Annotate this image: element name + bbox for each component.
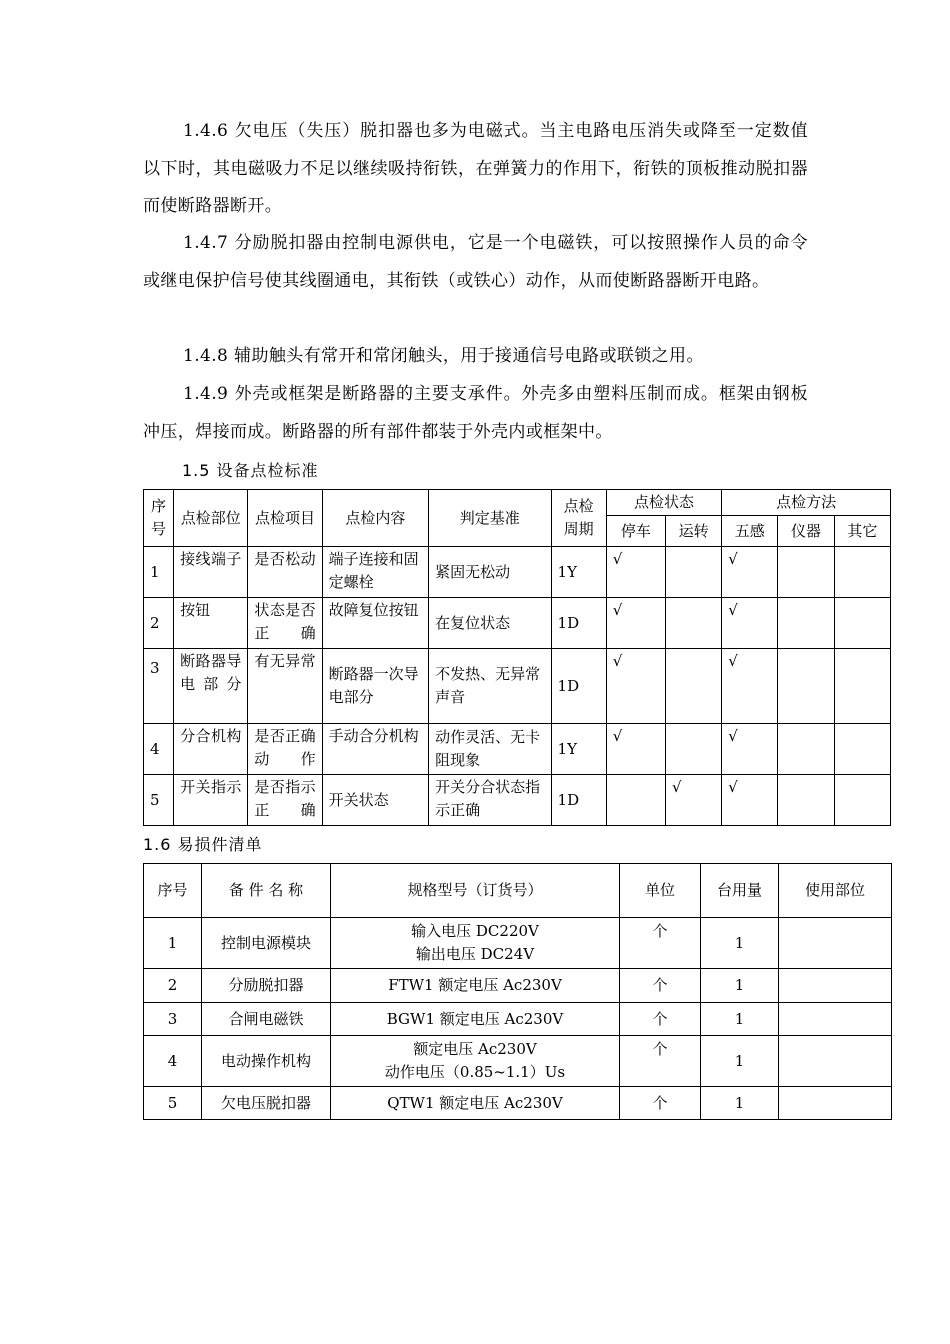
cell-name: 分励脱扣器 (202, 969, 331, 1003)
header-seq: 序号 (144, 490, 174, 547)
cell-spec (331, 918, 620, 969)
cell-part: 开关指示 (174, 775, 248, 826)
spec-line-2: 动作电压（0.85~1.1）Us (384, 1063, 566, 1081)
cell-seq: 1 (144, 918, 202, 969)
table-row (144, 1003, 892, 1036)
cell-seq: 4 (144, 1036, 202, 1087)
header-run: 运转 (665, 516, 721, 547)
cell-qty: 1 (701, 969, 779, 1003)
cell-spec: FTW1 额定电压 Ac230V (331, 969, 620, 1003)
cell-unit: 个 (620, 969, 701, 1003)
cell-content: 端子连接和固定螺栓 (322, 547, 428, 598)
cell-run-check (665, 724, 721, 775)
cell-senses-check: √ (722, 547, 778, 598)
cell-senses-check: √ (722, 724, 778, 775)
cell-content: 手动合分机构 (322, 724, 428, 775)
cell-instrument (778, 724, 834, 775)
cell-other (834, 775, 890, 826)
cell-senses-check: √ (722, 775, 778, 826)
cell-stop-check: √ (606, 598, 665, 649)
cell-usage (779, 918, 892, 969)
cell-criteria: 在复位状态 (429, 598, 551, 649)
cell-item: 是否松动 (248, 547, 322, 598)
section-1-5-title: 1.5 设备点检标准 (182, 461, 319, 480)
table-header-row (144, 864, 892, 918)
cell-period: 1D (551, 775, 606, 826)
cell-seq: 4 (144, 724, 174, 775)
inspection-standard-table (143, 489, 891, 826)
header-usage: 使用部位 (779, 864, 892, 918)
table-row (144, 1036, 892, 1087)
cell-instrument (778, 775, 834, 826)
cell-spec: BGW1 额定电压 Ac230V (331, 1003, 620, 1036)
cell-qty: 1 (701, 1036, 779, 1087)
cell-senses-check: √ (722, 649, 778, 724)
table-row (144, 598, 891, 649)
cell-criteria: 开关分合状态指示正确 (429, 775, 551, 826)
cell-senses-check: √ (722, 598, 778, 649)
cell-usage (779, 1087, 892, 1120)
cell-seq: 3 (144, 1003, 202, 1036)
table-row (144, 969, 892, 1003)
header-stop: 停车 (606, 516, 665, 547)
header-qty: 台用量 (701, 864, 779, 918)
table-row (144, 547, 891, 598)
cell-stop-check: √ (606, 649, 665, 724)
header-part: 点检部位 (174, 490, 248, 547)
header-criteria: 判定基准 (429, 490, 551, 547)
header-method: 点检方法 (722, 490, 891, 516)
cell-period: 1D (551, 598, 606, 649)
cell-criteria: 不发热、无异常声音 (429, 649, 551, 724)
cell-item: 是否正确动作 (248, 724, 322, 775)
cell-name: 电动操作机构 (202, 1036, 331, 1087)
cell-name: 控制电源模块 (202, 918, 331, 969)
cell-part: 断路器导电部分 (174, 649, 248, 724)
cell-stop-check: √ (606, 547, 665, 598)
cell-instrument (778, 547, 834, 598)
header-instrument: 仪器 (778, 516, 834, 547)
cell-usage (779, 1003, 892, 1036)
cell-seq: 2 (144, 598, 174, 649)
cell-part: 按钮 (174, 598, 248, 649)
cell-content: 断路器一次导电部分 (322, 649, 428, 724)
cell-item: 是否指示正确 (248, 775, 322, 826)
spec-line-1: 额定电压 Ac230V (413, 1040, 537, 1058)
cell-period: 1Y (551, 547, 606, 598)
header-senses: 五感 (722, 516, 778, 547)
cell-instrument (778, 598, 834, 649)
header-seq: 序号 (144, 864, 202, 918)
table-row (144, 724, 891, 775)
cell-item: 有无异常 (248, 649, 322, 724)
table-row (144, 918, 892, 969)
cell-unit: 个 (620, 918, 701, 969)
table-row (144, 1087, 892, 1120)
cell-qty: 1 (701, 1087, 779, 1120)
paragraph-1-4-7: 1.4.7 分励脱扣器由控制电源供电，它是一个电磁铁，可以按照操作人员的命令或继电保护信号使其线圈通电，其衔铁（或铁心）动作，从而使断路器断开电路。 (143, 233, 808, 291)
cell-qty: 1 (701, 918, 779, 969)
table-row (144, 775, 891, 826)
cell-stop-check (606, 775, 665, 826)
header-name: 备 件 名 称 (202, 864, 331, 918)
header-unit: 单位 (620, 864, 701, 918)
cell-seq: 1 (144, 547, 174, 598)
paragraph-1-4-8: 1.4.8 辅助触头有常开和常闭触头，用于接通信号电路或联锁之用。 (183, 346, 704, 366)
cell-period: 1Y (551, 724, 606, 775)
header-period: 点检周期 (551, 490, 606, 547)
header-spec: 规格型号（订货号） (331, 864, 620, 918)
cell-unit: 个 (620, 1036, 701, 1087)
cell-period: 1D (551, 649, 606, 724)
cell-run-check (665, 547, 721, 598)
cell-criteria: 紧固无松动 (429, 547, 551, 598)
cell-spec (331, 1036, 620, 1087)
cell-usage (779, 969, 892, 1003)
header-item: 点检项目 (248, 490, 322, 547)
cell-other (834, 598, 890, 649)
cell-other (834, 547, 890, 598)
header-content: 点检内容 (322, 490, 428, 547)
cell-other (834, 724, 890, 775)
cell-criteria: 动作灵活、无卡阻现象 (429, 724, 551, 775)
cell-content: 开关状态 (322, 775, 428, 826)
paragraph-1-4-9: 1.4.9 外壳或框架是断路器的主要支承件。外壳多由塑料压制而成。框架由钢板冲压，焊接而成。断路器的所有部件都装于外壳内或框架中。 (143, 384, 808, 442)
cell-item: 状态是否正确 (248, 598, 322, 649)
cell-seq: 3 (144, 649, 174, 724)
header-state: 点检状态 (606, 490, 721, 516)
cell-content: 故障复位按钮 (322, 598, 428, 649)
section-1-6-title: 1.6 易损件清单 (143, 835, 263, 854)
cell-name: 欠电压脱扣器 (202, 1087, 331, 1120)
cell-run-check (665, 649, 721, 724)
cell-seq: 5 (144, 775, 174, 826)
cell-seq: 2 (144, 969, 202, 1003)
header-other: 其它 (834, 516, 890, 547)
paragraph-1-4-6: 1.4.6 欠电压（失压）脱扣器也多为电磁式。当主电路电压消失或降至一定数值以下时，其电磁吸力不足以继续吸持衔铁，在弹簧力的作用下，衔铁的顶板推动脱扣器而使断路器断开。 (143, 121, 808, 216)
cell-spec: QTW1 额定电压 Ac230V (331, 1087, 620, 1120)
cell-usage (779, 1036, 892, 1087)
cell-stop-check: √ (606, 724, 665, 775)
cell-instrument (778, 649, 834, 724)
cell-name: 合闸电磁铁 (202, 1003, 331, 1036)
table-row (144, 649, 891, 724)
cell-unit: 个 (620, 1003, 701, 1036)
spec-line-2: 输出电压 DC24V (415, 945, 535, 963)
cell-seq: 5 (144, 1087, 202, 1120)
spare-parts-table (143, 863, 892, 1120)
cell-part: 分合机构 (174, 724, 248, 775)
cell-qty: 1 (701, 1003, 779, 1036)
table-header-row (144, 490, 891, 516)
cell-run-check: √ (665, 775, 721, 826)
spec-line-1: 输入电压 DC220V (411, 922, 539, 940)
cell-run-check (665, 598, 721, 649)
cell-part: 接线端子 (174, 547, 248, 598)
cell-unit: 个 (620, 1087, 701, 1120)
cell-other (834, 649, 890, 724)
